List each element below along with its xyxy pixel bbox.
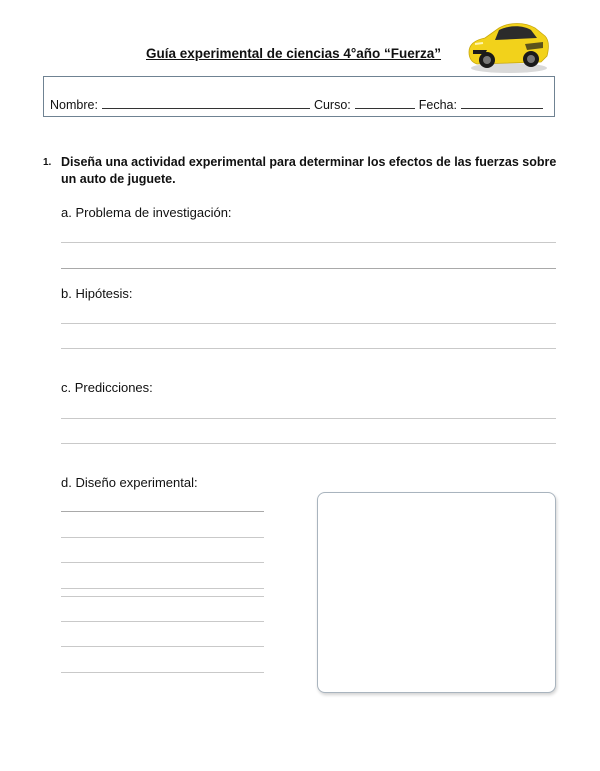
answer-line[interactable] bbox=[61, 562, 264, 563]
course-field[interactable] bbox=[355, 96, 415, 109]
toy-car-image bbox=[465, 14, 550, 76]
student-info-line bbox=[50, 96, 547, 112]
answer-line[interactable] bbox=[61, 323, 556, 324]
section-c-label: c. Predicciones: bbox=[61, 380, 153, 395]
answer-line[interactable] bbox=[61, 621, 264, 622]
answer-line[interactable] bbox=[61, 588, 264, 589]
answer-line[interactable] bbox=[61, 596, 264, 597]
drawing-box[interactable] bbox=[317, 492, 556, 693]
date-label: Fecha: bbox=[418, 98, 457, 112]
answer-line[interactable] bbox=[61, 672, 264, 673]
section-b-label: b. Hipótesis: bbox=[61, 286, 133, 301]
answer-line[interactable] bbox=[61, 418, 556, 419]
answer-line[interactable] bbox=[61, 537, 264, 538]
name-label: Nombre: bbox=[50, 98, 98, 112]
name-field[interactable] bbox=[102, 96, 310, 109]
answer-line[interactable] bbox=[61, 646, 264, 647]
answer-line[interactable] bbox=[61, 242, 556, 243]
question-text: Diseña una actividad experimental para determinar los efectos de las fuerzas sobre un auto de juguete. bbox=[61, 155, 557, 186]
date-field[interactable] bbox=[461, 96, 543, 109]
answer-line[interactable] bbox=[61, 443, 556, 444]
answer-line[interactable] bbox=[61, 348, 556, 349]
question-number: 1. bbox=[43, 157, 52, 168]
section-a-label: a. Problema de investigación: bbox=[61, 205, 232, 220]
course-label: Curso: bbox=[313, 98, 351, 112]
answer-line[interactable] bbox=[61, 511, 264, 512]
page-title: Guía experimental de ciencias 4°año “Fuerza” bbox=[146, 46, 442, 61]
answer-line[interactable] bbox=[61, 268, 556, 269]
section-d-label: d. Diseño experimental: bbox=[61, 475, 198, 490]
